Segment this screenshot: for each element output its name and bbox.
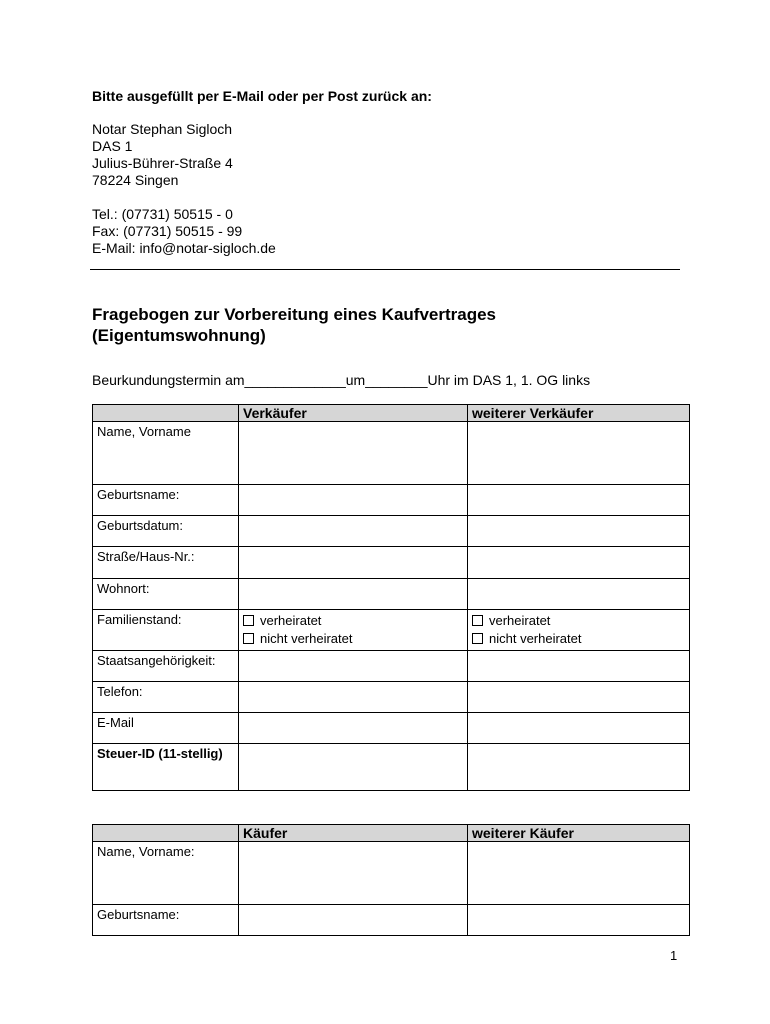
second-seller-marital-options	[468, 610, 690, 651]
seller-tax-id-field[interactable]	[239, 744, 468, 791]
second-seller-column-header: weiterer Verkäufer	[468, 405, 690, 422]
second-buyer-name-field[interactable]	[468, 842, 690, 905]
seller-nationality-field[interactable]	[239, 651, 468, 682]
notary-contact	[92, 206, 276, 257]
marital-option-married[interactable]: verheiratet	[243, 612, 463, 630]
second-buyer-column-header: weiterer Käufer	[468, 825, 690, 842]
row-label: Wohnort:	[93, 579, 239, 610]
second-seller-birth-name-field[interactable]	[468, 485, 690, 516]
second-seller-city-field[interactable]	[468, 579, 690, 610]
row-label: Telefon:	[93, 682, 239, 713]
second-seller-nationality-field[interactable]	[468, 651, 690, 682]
row-label: Geburtsname:	[93, 485, 239, 516]
buyer-birth-name-field[interactable]	[239, 905, 468, 936]
row-label: Staatsangehörigkeit:	[93, 651, 239, 682]
row-label: Geburtsdatum:	[93, 516, 239, 547]
second-seller-birth-date-field[interactable]	[468, 516, 690, 547]
address-line: DAS 1	[92, 138, 133, 154]
seller-column-header: Verkäufer	[239, 405, 468, 422]
title-line-2: (Eigentumswohnung)	[92, 326, 266, 345]
page-number: 1	[670, 948, 678, 963]
marital-option-married[interactable]: verheiratet	[472, 612, 685, 630]
marital-option-unmarried[interactable]: nicht verheiratet	[472, 630, 685, 648]
checkbox[interactable]	[243, 615, 254, 626]
seller-table	[92, 404, 690, 791]
form-title	[92, 304, 496, 346]
header-empty-cell	[93, 405, 239, 422]
row-label: Name, Vorname:	[93, 842, 239, 905]
appointment-line: Beurkundungstermin am_____________um________Uhr im DAS 1, 1. OG links	[92, 372, 591, 388]
checkbox[interactable]	[243, 633, 254, 644]
notary-address	[92, 121, 233, 189]
row-label: E-Mail	[93, 713, 239, 744]
address-line: 78224 Singen	[92, 172, 179, 188]
address-line: Julius-Bührer-Straße 4	[92, 155, 233, 171]
row-label: Familienstand:	[93, 610, 239, 651]
email-line: E-Mail: info@notar-sigloch.de	[92, 240, 276, 256]
second-seller-street-field[interactable]	[468, 547, 690, 579]
row-label: Steuer-ID (11-stellig)	[93, 744, 239, 791]
phone-line: Tel.: (07731) 50515 - 0	[92, 206, 233, 222]
buyer-column-header: Käufer	[239, 825, 468, 842]
seller-street-field[interactable]	[239, 547, 468, 579]
buyer-name-field[interactable]	[239, 842, 468, 905]
second-seller-phone-field[interactable]	[468, 682, 690, 713]
second-seller-name-field[interactable]	[468, 422, 690, 485]
marital-option-unmarried[interactable]: nicht verheiratet	[243, 630, 463, 648]
second-seller-tax-id-field[interactable]	[468, 744, 690, 791]
seller-phone-field[interactable]	[239, 682, 468, 713]
seller-city-field[interactable]	[239, 579, 468, 610]
row-label: Name, Vorname	[93, 422, 239, 485]
title-line-1: Fragebogen zur Vorbereitung eines Kaufvertrages	[92, 305, 496, 324]
fax-line: Fax: (07731) 50515 - 99	[92, 223, 243, 239]
row-label: Geburtsname:	[93, 905, 239, 936]
buyer-table	[92, 824, 690, 936]
second-buyer-birth-name-field[interactable]	[468, 905, 690, 936]
checkbox[interactable]	[472, 615, 483, 626]
seller-name-field[interactable]	[239, 422, 468, 485]
address-line: Notar Stephan Sigloch	[92, 121, 233, 137]
seller-email-field[interactable]	[239, 713, 468, 744]
seller-birth-name-field[interactable]	[239, 485, 468, 516]
seller-marital-options	[239, 610, 468, 651]
seller-birth-date-field[interactable]	[239, 516, 468, 547]
row-label: Straße/Haus-Nr.:	[93, 547, 239, 579]
second-seller-email-field[interactable]	[468, 713, 690, 744]
checkbox[interactable]	[472, 633, 483, 644]
send-back-instruction: Bitte ausgefüllt per E-Mail oder per Post zurück an:	[92, 88, 432, 104]
divider	[90, 269, 680, 270]
header-empty-cell	[93, 825, 239, 842]
